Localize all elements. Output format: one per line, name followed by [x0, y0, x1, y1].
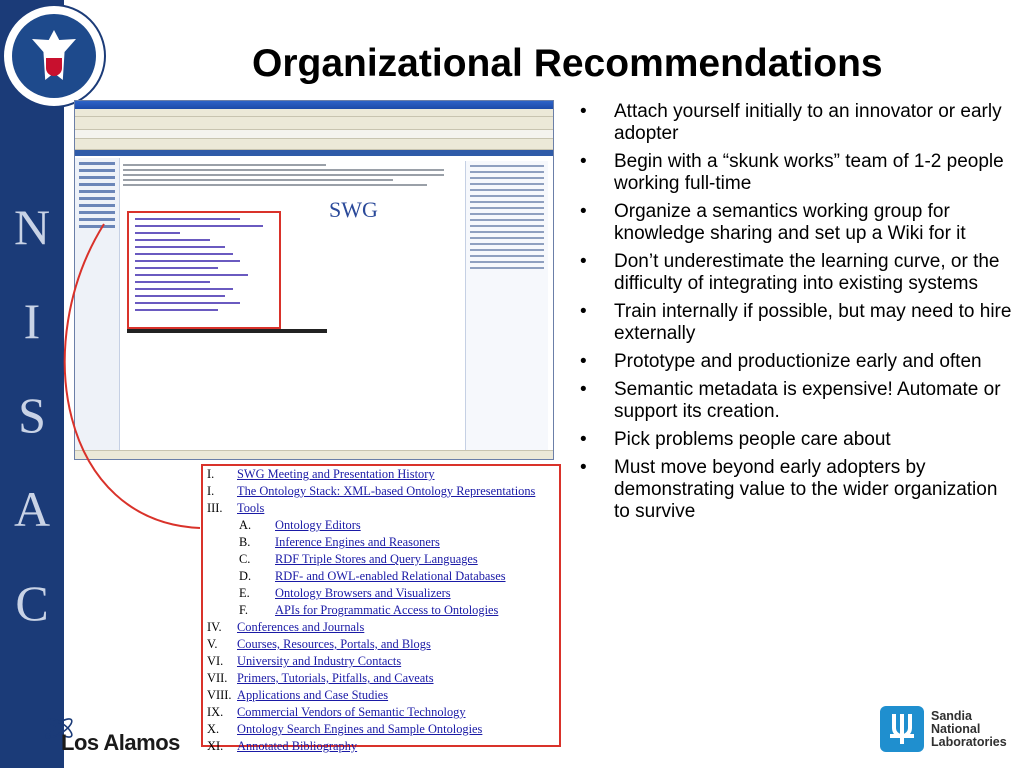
- nisac-letter: C: [15, 575, 49, 631]
- bullet-item: • Train internally if possible, but may need to hire externally: [576, 301, 1016, 345]
- los-alamos-label: Los Alamos: [61, 730, 180, 755]
- wiki-right-panel: [465, 161, 548, 451]
- toc-link[interactable]: Courses, Resources, Portals, and Blogs: [237, 637, 431, 651]
- toc-link[interactable]: Inference Engines and Reasoners: [275, 535, 440, 549]
- toc-number: IV.: [207, 620, 222, 634]
- toc-link[interactable]: SWG Meeting and Presentation History: [237, 467, 435, 481]
- bullet-item: • Pick problems people care about: [576, 429, 1016, 451]
- swg-logo: SWG: [329, 197, 378, 222]
- toc-number: V.: [207, 637, 218, 651]
- toc-number: F.: [239, 603, 248, 617]
- toc-link[interactable]: Ontology Browsers and Visualizers: [275, 586, 451, 600]
- toc-link[interactable]: Primers, Tutorials, Pitfalls, and Caveats: [237, 671, 434, 685]
- bullet-item: • Semantic metadata is expensive! Automate or support its creation.: [576, 379, 1016, 423]
- toc-link[interactable]: Ontology Editors: [275, 518, 361, 532]
- nisac-vertical-text: [4, 180, 60, 650]
- bullet-item: • Organize a semantics working group for knowledge sharing and set up a Wiki for it: [576, 201, 1016, 245]
- window-title-bar: [75, 101, 553, 109]
- toolbar: [75, 117, 553, 130]
- wiki-toc-box: [127, 211, 281, 329]
- slide-title: Organizational Recommendations: [252, 42, 883, 85]
- bullet-item: • Don’t underestimate the learning curve, or the difficulty of integrating into existing systems: [576, 251, 1016, 295]
- recommendations-list: [576, 101, 1016, 529]
- toc-link[interactable]: Tools: [237, 501, 265, 515]
- toc-number: VI.: [207, 654, 224, 668]
- bullet-item: • Begin with a “skunk works” team of 1-2 people working full-time: [576, 151, 1016, 195]
- toc-link[interactable]: University and Industry Contacts: [237, 654, 402, 668]
- toc-number: D.: [239, 569, 252, 583]
- menu-bar: [75, 109, 553, 117]
- toc-number: IX.: [207, 705, 224, 719]
- toc-number: I.: [207, 467, 215, 481]
- sandia-label: Sandia National Laboratories: [931, 709, 1007, 749]
- wiki-section-heading: [127, 329, 327, 333]
- toc-link[interactable]: Annotated Bibliography: [237, 739, 358, 753]
- toc-link[interactable]: RDF Triple Stores and Query Languages: [275, 552, 478, 566]
- bullet-item: • Prototype and productionize early and often: [576, 351, 1016, 373]
- wiki-screenshot: [74, 100, 554, 460]
- toc-number: VIII.: [207, 688, 232, 702]
- dhs-seal-logo: [2, 4, 106, 108]
- toc-number: B.: [239, 535, 251, 549]
- nisac-letter: I: [23, 293, 41, 349]
- bullet-item: • Must move beyond early adopters by demonstrating value to the wider organization to survive: [576, 457, 1016, 523]
- toc-link[interactable]: Ontology Search Engines and Sample Ontologies: [237, 722, 483, 736]
- zoomed-toc: [201, 464, 561, 753]
- bullet-item: • Attach yourself initially to an innovator or early adopter: [576, 101, 1016, 145]
- toc-number: C.: [239, 552, 251, 566]
- toc-number: VII.: [207, 671, 228, 685]
- toc-number: E.: [239, 586, 250, 600]
- toc-link[interactable]: The Ontology Stack: XML-based Ontology Representations: [237, 484, 536, 498]
- toc-number: A.: [239, 518, 252, 532]
- toc-link[interactable]: Conferences and Journals: [237, 620, 365, 634]
- google-toolbar: [75, 139, 553, 150]
- toc-number: X.: [207, 722, 220, 736]
- toc-number: XI.: [207, 739, 224, 753]
- address-bar: [75, 130, 553, 139]
- toc-link[interactable]: RDF- and OWL-enabled Relational Databases: [275, 569, 506, 583]
- wiki-sidebar: [75, 158, 120, 451]
- nisac-letter: N: [13, 199, 51, 255]
- toc-link[interactable]: Commercial Vendors of Semantic Technology: [237, 705, 466, 719]
- toc-number: I.: [207, 484, 215, 498]
- nisac-letter: A: [13, 481, 51, 537]
- wiki-top-nav: [75, 150, 553, 156]
- toc-link[interactable]: APIs for Programmatic Access to Ontologies: [275, 603, 499, 617]
- toc-link[interactable]: Applications and Case Studies: [237, 688, 389, 702]
- status-bar: [75, 450, 553, 459]
- toc-number: III.: [207, 501, 223, 515]
- nisac-letter: S: [18, 387, 46, 443]
